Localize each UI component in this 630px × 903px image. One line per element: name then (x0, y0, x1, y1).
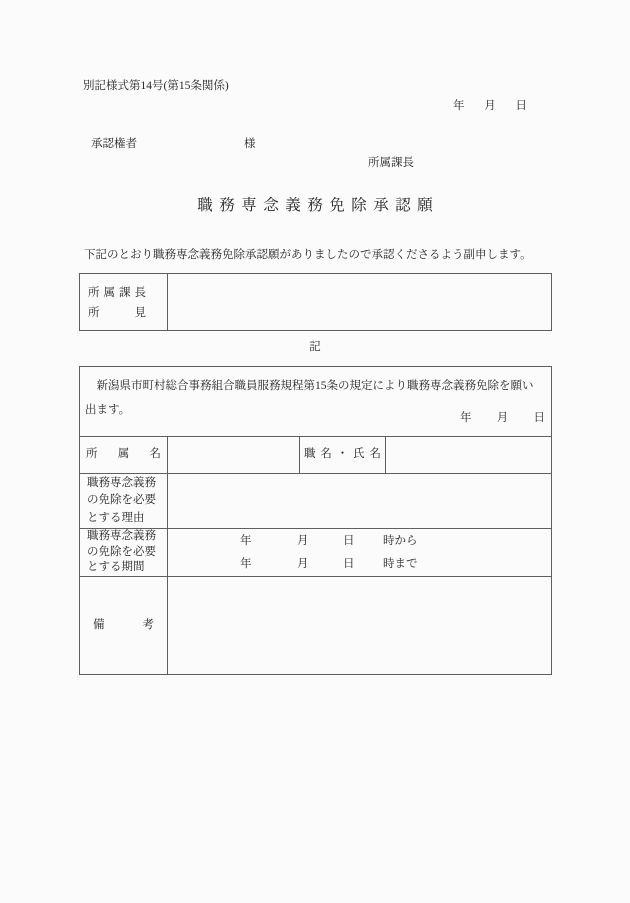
period-value-cell (168, 529, 551, 576)
statement-row (80, 367, 551, 437)
affiliation-name-row (80, 437, 551, 474)
header-date (453, 99, 527, 115)
period-to-year: 年 (240, 558, 252, 570)
header-date-year: 年 (453, 100, 465, 112)
application-date-year: 年 (460, 412, 472, 424)
header-date-month: 月 (484, 100, 496, 112)
remarks-value-cell (168, 577, 551, 674)
affiliation-label-cell (80, 437, 168, 473)
period-row (80, 529, 551, 577)
period-to-day: 日 (343, 558, 355, 570)
reason-label: 職務専念義務の免除を必要とする理由 (87, 476, 156, 524)
application-statement: 新潟県市町村総合事務組合職員服務規程第15条の規定により職務専念義務免除を願い出ます。 (85, 380, 534, 416)
reason-value-cell (168, 474, 551, 528)
period-label: 職務専念義務の免除を必要とする期間 (87, 529, 156, 574)
section-chief-label: 所属課長 (368, 157, 414, 169)
period-to-month: 月 (297, 558, 309, 570)
name-label-cell (300, 437, 386, 473)
opinion-label-line2: 所 見 (88, 307, 146, 319)
name-value-cell (386, 437, 551, 473)
period-from-line (168, 534, 551, 550)
opinion-label-line1: 所 属 課 長 (88, 287, 146, 299)
page-title: 職務専念義務免除承認願 (197, 197, 440, 214)
remarks-label: 備 考 (93, 618, 154, 631)
approver-label: 承認権者 (91, 138, 137, 150)
header-date-day: 日 (515, 100, 527, 112)
opinion-value-cell (168, 274, 551, 330)
application-date-month: 月 (496, 412, 509, 424)
affiliation-value-cell (168, 437, 300, 473)
opinion-label-cell (80, 274, 168, 330)
period-label-cell (80, 529, 168, 576)
intro-sentence: 下記のとおり職務専念義務免除承認願がありましたので承認くださるよう副申します。 (84, 249, 532, 261)
period-from-year: 年 (240, 535, 252, 547)
period-to-line (168, 557, 551, 573)
record-marker: 記 (309, 341, 321, 353)
application-date-day: 日 (533, 412, 545, 424)
remarks-row (80, 577, 551, 674)
application-date (460, 411, 545, 427)
period-to-time: 時まで (383, 558, 418, 570)
period-from-day: 日 (343, 535, 355, 547)
opinion-box (79, 273, 552, 331)
period-from-month: 月 (297, 535, 309, 547)
affiliation-label: 所 属 名 (86, 448, 161, 461)
honorific-label: 様 (244, 138, 256, 150)
form-code: 別記様式第14号(第15条関係) (83, 80, 229, 92)
remarks-label-cell (80, 577, 168, 674)
reason-row (80, 474, 551, 529)
application-table (79, 366, 552, 675)
period-from-time: 時から (383, 535, 418, 547)
reason-label-cell (80, 474, 168, 528)
name-label: 職 名 ・ 氏 名 (304, 448, 381, 461)
